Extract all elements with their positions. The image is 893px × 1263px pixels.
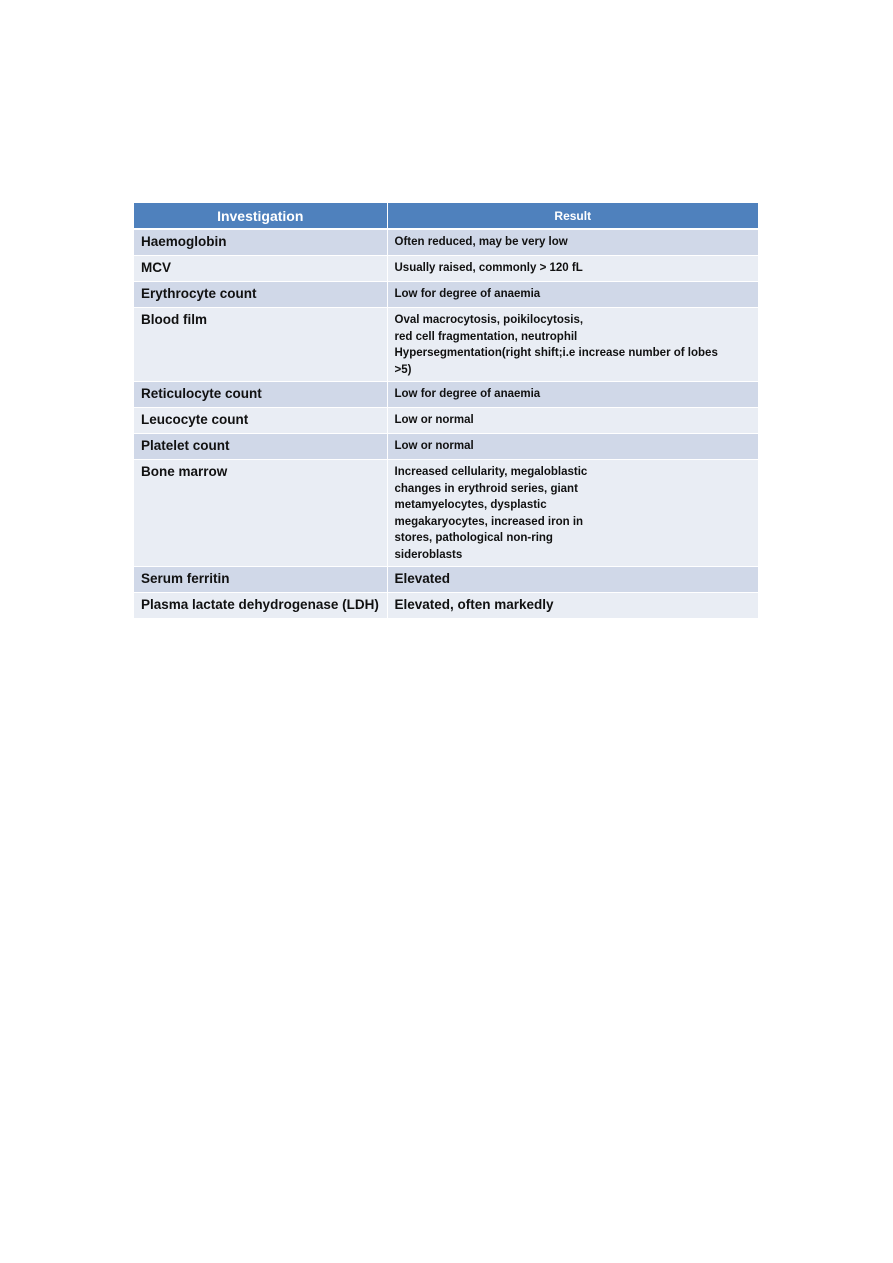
- investigation-name: Platelet count: [134, 434, 387, 460]
- table-header-row: [134, 203, 758, 229]
- investigation-result: Elevated, often markedly: [387, 593, 758, 619]
- investigation-name: Reticulocyte count: [134, 382, 387, 408]
- investigation-name: Blood film: [134, 308, 387, 382]
- investigation-result: Oval macrocytosis, poikilocytosis, red cell fragmentation, neutrophil Hypersegmentation(right shift;i.e increase number of lobes >5): [387, 308, 758, 382]
- header-investigation: Investigation: [134, 203, 387, 229]
- table-row: [134, 460, 758, 567]
- table-row: [134, 256, 758, 282]
- investigation-result: Usually raised, commonly > 120 fL: [387, 256, 758, 282]
- table-row: [134, 282, 758, 308]
- investigation-name: Plasma lactate dehydrogenase (LDH): [134, 593, 387, 619]
- investigation-name: Leucocyte count: [134, 408, 387, 434]
- investigation-result: Elevated: [387, 567, 758, 593]
- investigation-table: [134, 203, 758, 619]
- table-row: [134, 308, 758, 382]
- table-row: [134, 434, 758, 460]
- investigation-result: Low for degree of anaemia: [387, 382, 758, 408]
- investigation-name: Haemoglobin: [134, 229, 387, 256]
- investigation-result: Low or normal: [387, 434, 758, 460]
- investigation-name: Erythrocyte count: [134, 282, 387, 308]
- investigation-name: Serum ferritin: [134, 567, 387, 593]
- investigation-name: MCV: [134, 256, 387, 282]
- table-row: [134, 567, 758, 593]
- table-row: [134, 229, 758, 256]
- table-row: [134, 408, 758, 434]
- investigation-result: Low or normal: [387, 408, 758, 434]
- header-result: Result: [387, 203, 758, 229]
- investigation-result: Often reduced, may be very low: [387, 229, 758, 256]
- investigation-result: Low for degree of anaemia: [387, 282, 758, 308]
- investigation-name: Bone marrow: [134, 460, 387, 567]
- table-row: [134, 593, 758, 619]
- table-row: [134, 382, 758, 408]
- investigation-result: Increased cellularity, megaloblastic changes in erythroid series, giant metamyelocytes, dysplastic megakaryocytes, increased iron in stores, pathological non-ring sideroblasts: [387, 460, 758, 567]
